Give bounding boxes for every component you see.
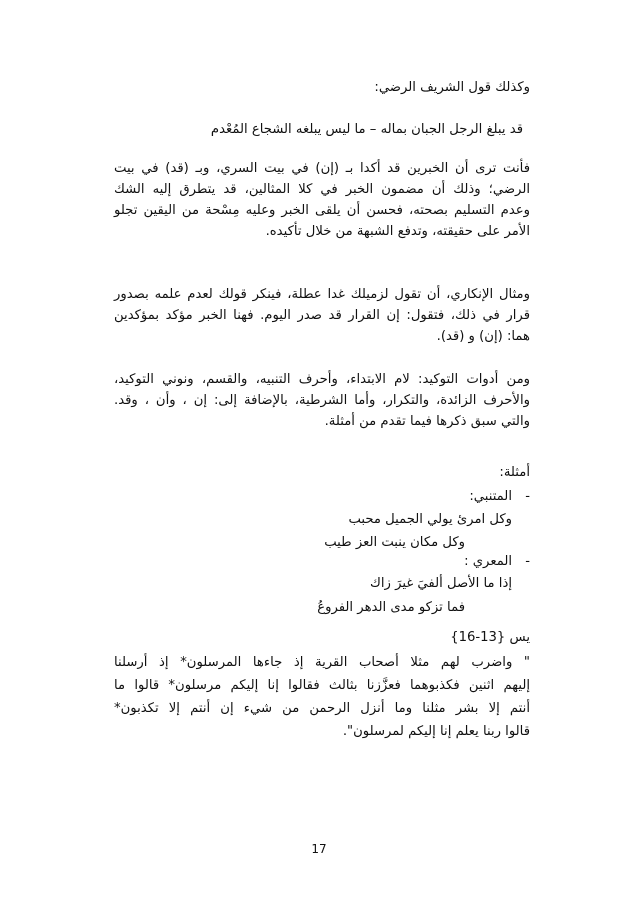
paragraph-2-line-1: ومثال الإنكاري، أن تقول لزميلك غدا عطلة، فينكر قولك لعدم علمه بصدور [114, 287, 530, 302]
example-1-bullet: - [525, 489, 530, 504]
paragraph-1-line-3: وعدم التسليم بصحته، فحسن أن يلقى الخبر وعليه مِسْحة من اليقين تجلو [114, 203, 530, 218]
example-2-poet: المعري : [464, 554, 512, 569]
paragraph-3-line-2: والأحرف الزائدة، والتكرار، وأما الشرطية، بالإضافة إلى: إن ، وأن ، وقد. [114, 393, 530, 408]
page-number: 17 [311, 842, 327, 856]
paragraph-1-line-4: الأمر على حقيقته، وتدفع الشبهة من خلال تأكيده. [265, 224, 530, 239]
quran-reference: يس {13-16} [450, 630, 530, 645]
paragraph-1-line-1: فأنت ترى أن الخبرين قد أكدا بـ (إن) في بيت السري، وبـ (قد) في بيت [114, 161, 530, 176]
quran-text-line-4: قالوا ربنا يعلم إنا إليكم لمرسلون". [342, 724, 530, 739]
paragraph-2-line-3: هما: (إن) و (قد). [436, 329, 530, 344]
quran-text-line-3: أنتم إلا بشر مثلنا وما أنزل الرحمن من شيء إن أنتم إلا تكذبون* [114, 701, 530, 716]
example-2-bullet: - [525, 554, 530, 569]
example-1-verse-2: وكل مكان ينبت العز طيب [324, 535, 465, 550]
examples-heading: أمثلة: [499, 465, 530, 480]
quoted-verse: قد يبلغ الرجل الجبان بماله – ما ليس يبلغه الشجاع المُعْدم [210, 122, 523, 137]
quran-text-line-2: إليهم اثنين فكذبوهما فعزَّزنا بثالث فقالوا إنا إليكم مرسلون* قالوا ما [114, 678, 530, 693]
paragraph-1-line-2: الرضي؛ وذلك أن مضمون الخبر في كلا المثالين، قد يتطرق إليه الشك [114, 182, 530, 197]
paragraph-3-line-3: والتي سبق ذكرها فيما تقدم من أمثلة. [324, 414, 530, 429]
example-2-verse-2: فما تزكو مدى الدهر الفروعُ [317, 600, 465, 615]
paragraph-3-line-1: ومن أدوات التوكيد: لام الابتداء، وأحرف التنبيه، والقسم، ونوني التوكيد، [114, 372, 530, 387]
intro-line: وكذلك قول الشريف الرضي: [374, 80, 530, 95]
example-1-verse-1: وكل امرئ يولي الجميل محبب [348, 512, 512, 527]
example-2-verse-1: إذا ما الأصل ألفيَ غيرَ زاك [369, 576, 512, 591]
example-1-poet: المتنبي: [469, 489, 512, 504]
quran-text-line-1: " واضرب لهم مثلا أصحاب القرية إذ جاءها المرسلون* إذ أرسلنا [114, 655, 530, 670]
paragraph-2-line-2: قرار في ذلك، فتقول: إن القرار قد صدر اليوم. فهنا الخبر مؤكد بمؤكدين [114, 308, 530, 323]
